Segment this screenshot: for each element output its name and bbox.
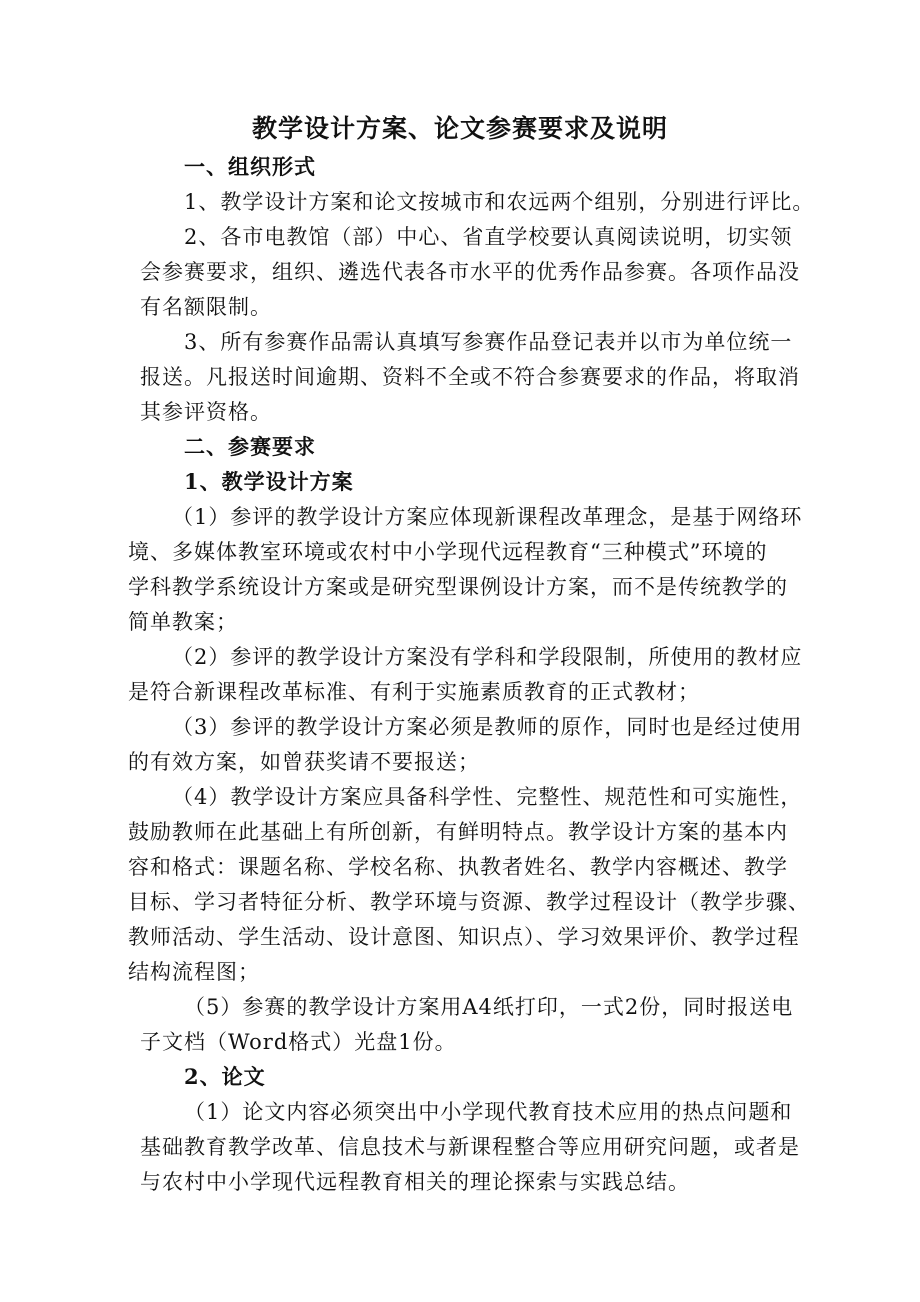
paragraph-line: 是符合新课程改革标准、有利于实施素质教育的正式教材； <box>128 680 700 704</box>
paragraph-line: 的有效方案，如曾获奖请不要报送； <box>128 750 480 774</box>
paragraph-line: 结构流程图； <box>128 960 260 984</box>
paragraph-line: （1）参评的教学设计方案应体现新课程改革理念，是基于网络环 <box>172 505 803 529</box>
paragraph-line: 简单教案； <box>128 610 238 634</box>
section-heading-requirements: 二、参赛要求 <box>184 434 316 459</box>
paragraph-line: 与农村中小学现代远程教育相关的理论探索与实践总结。 <box>140 1170 690 1194</box>
paragraph-line: 目标、学习者特征分析、教学环境与资源、教学过程设计（教学步骤、 <box>128 890 810 914</box>
paragraph-line: 鼓励教师在此基础上有所创新，有鲜明特点。教学设计方案的基本内 <box>128 820 788 844</box>
section-heading-organization: 一、组织形式 <box>184 154 316 179</box>
paragraph-line: 子文档（Word格式）光盘1份。 <box>140 1030 457 1054</box>
paragraph-line: 会参赛要求，组织、遴选代表各市水平的优秀作品参赛。各项作品没 <box>140 260 800 284</box>
subsection-heading-paper: 2、论文 <box>184 1064 266 1089</box>
paragraph-line: （2）参评的教学设计方案没有学科和学段限制，所使用的教材应 <box>172 645 803 669</box>
paragraph-line: 教师活动、学生活动、设计意图、知识点）、学习效果评价、教学过程 <box>128 925 800 949</box>
paragraph-line: 报送。凡报送时间逾期、资料不全或不符合参赛要求的作品，将取消 <box>140 365 800 389</box>
paragraph-line: 其参评资格。 <box>140 400 272 424</box>
paragraph-line: （3）参评的教学设计方案必须是教师的原作，同时也是经过使用 <box>172 715 803 739</box>
paragraph-line: 学科教学系统设计方案或是研究型课例设计方案，而不是传统教学的 <box>128 575 788 599</box>
paragraph-line: 有名额限制。 <box>140 295 272 319</box>
paragraph-line: 基础教育教学改革、信息技术与新课程整合等应用研究问题，或者是 <box>140 1135 800 1159</box>
paragraph-line: 1、教学设计方案和论文按城市和农远两个组别，分别进行评比。 <box>184 190 815 214</box>
paragraph-line: 境、多媒体教室环境或农村中小学现代远程教育“三种模式”环境的 <box>128 540 768 564</box>
paragraph-line: 容和格式：课题名称、学校名称、执教者姓名、教学内容概述、教学 <box>128 855 788 879</box>
document-title: 教学设计方案、论文参赛要求及说明 <box>251 114 668 143</box>
paragraph-line: 3、所有参赛作品需认真填写参赛作品登记表并以市为单位统一 <box>184 330 793 354</box>
paragraph-line: （1）论文内容必须突出中小学现代教育技术应用的热点问题和 <box>184 1100 793 1124</box>
paragraph-line: 2、各市电教馆（部）中心、省直学校要认真阅读说明，切实领 <box>184 225 793 249</box>
subsection-heading-teaching-design: 1、教学设计方案 <box>184 469 354 494</box>
paragraph-line: （4）教学设计方案应具备科学性、完整性、规范性和可实施性， <box>172 785 803 809</box>
paragraph-line: （5）参赛的教学设计方案用A4纸打印，一式2份，同时报送电 <box>184 995 794 1019</box>
